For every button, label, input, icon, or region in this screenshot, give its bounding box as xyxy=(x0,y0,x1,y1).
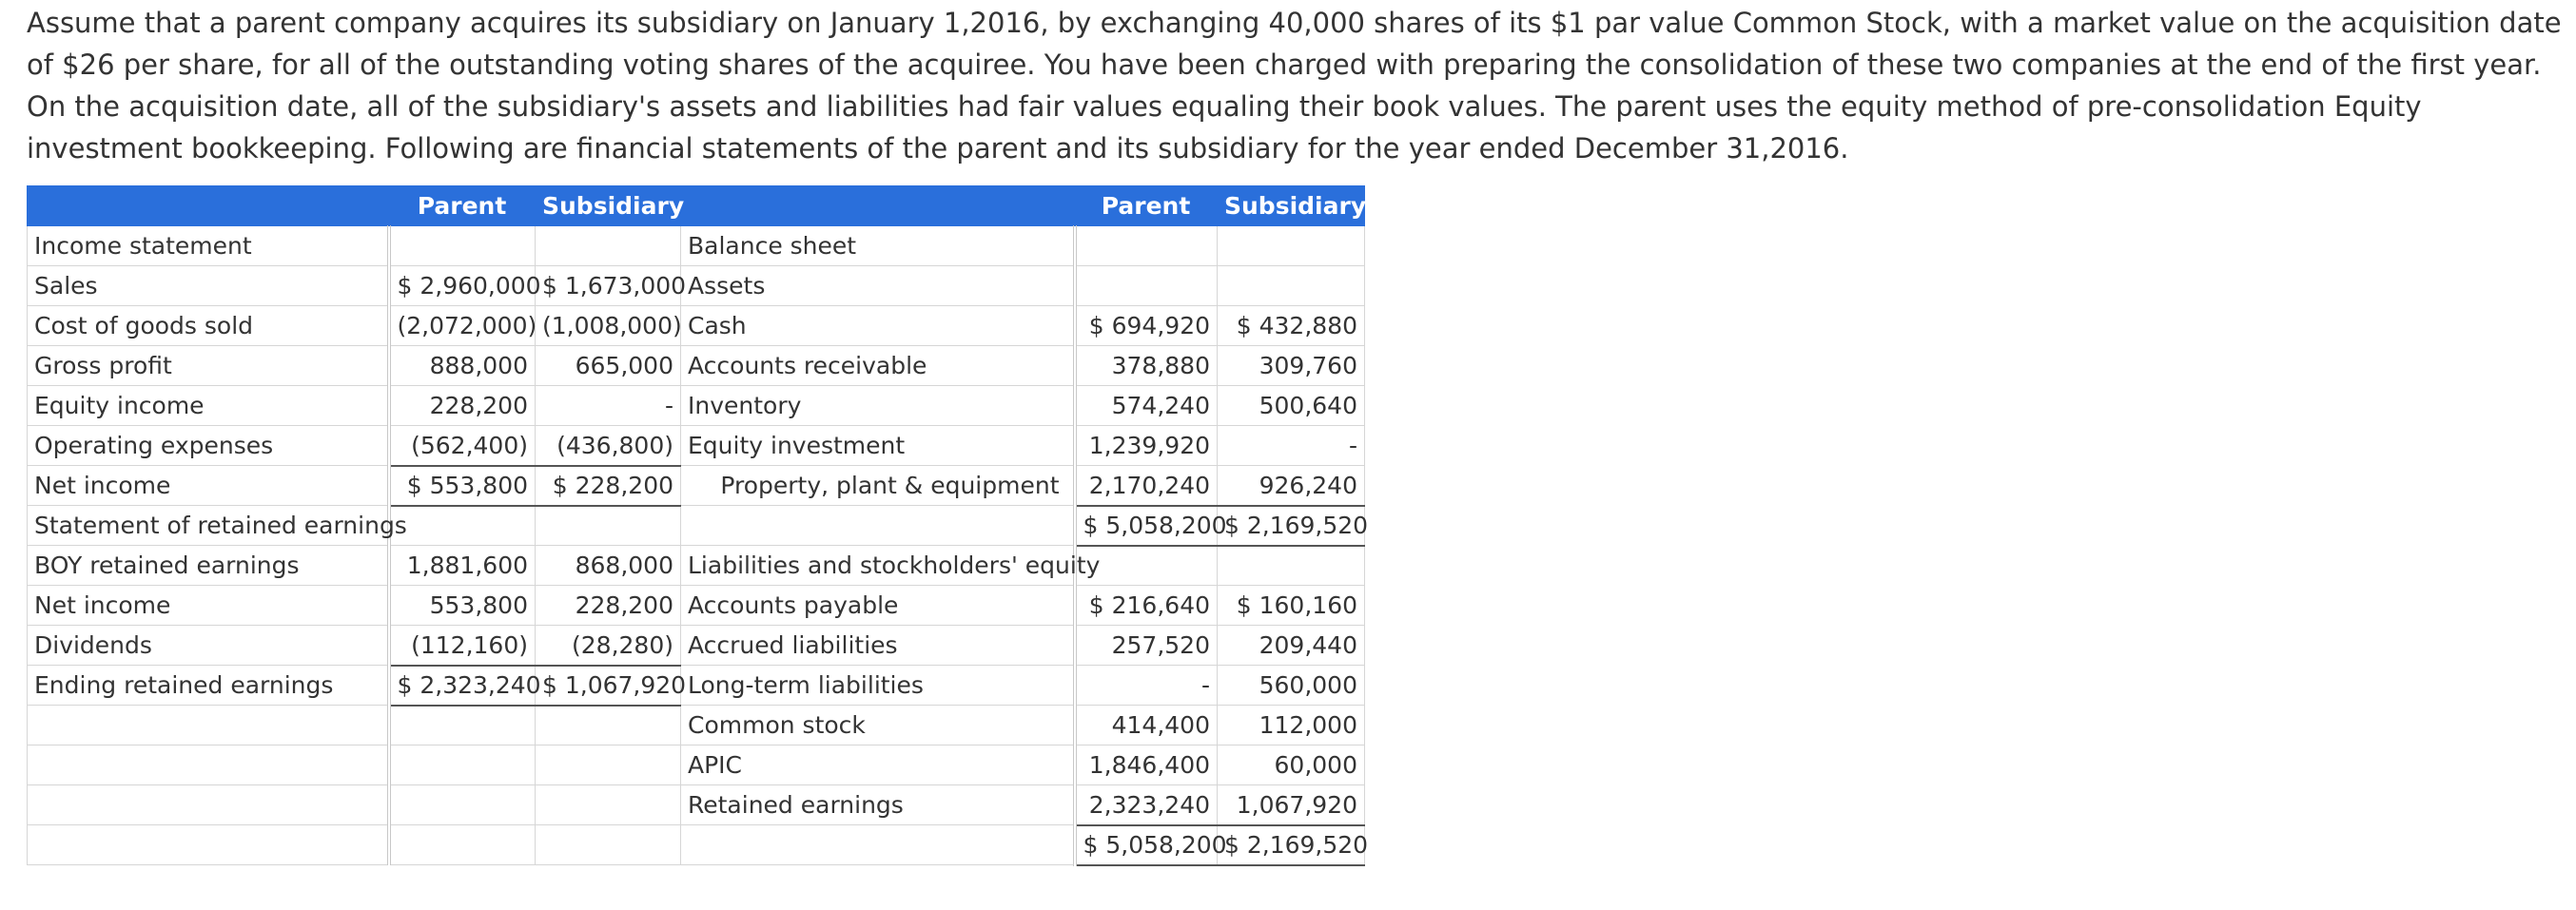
subsidiary-balance-value: $ 2,169,520 xyxy=(1218,825,1365,865)
right-label-cell: Cash xyxy=(681,306,1075,346)
left-label-cell: Gross profit xyxy=(28,346,389,386)
parent-balance-value: 2,323,240 xyxy=(1075,785,1218,825)
right-label-cell: Accounts receivable xyxy=(681,346,1075,386)
subsidiary-income-value xyxy=(536,226,681,266)
subsidiary-income-value: (436,800) xyxy=(536,426,681,466)
table-row xyxy=(28,226,1365,266)
parent-income-value xyxy=(389,785,536,825)
parent-balance-value xyxy=(1075,226,1218,266)
header-subsidiary-balance: Subsidiary xyxy=(1218,186,1365,226)
left-label-cell: BOY retained earnings xyxy=(28,546,389,586)
subsidiary-income-value xyxy=(536,825,681,865)
parent-income-value: $ 553,800 xyxy=(389,466,536,506)
header-subsidiary-income: Subsidiary xyxy=(536,186,681,226)
subsidiary-income-value: 665,000 xyxy=(536,346,681,386)
parent-income-value xyxy=(389,226,536,266)
subsidiary-income-value: (1,008,000) xyxy=(536,306,681,346)
parent-balance-value: 574,240 xyxy=(1075,386,1218,426)
table-row xyxy=(28,346,1365,386)
subsidiary-income-value: (28,280) xyxy=(536,626,681,666)
right-label-cell: Equity investment xyxy=(681,426,1075,466)
left-label-cell: Equity income xyxy=(28,386,389,426)
subsidiary-balance-value: 500,640 xyxy=(1218,386,1365,426)
subsidiary-income-value: $ 1,673,000 xyxy=(536,266,681,306)
subsidiary-income-value xyxy=(536,745,681,785)
right-label-cell xyxy=(681,506,1075,546)
subsidiary-balance-value: 60,000 xyxy=(1218,745,1365,785)
subsidiary-balance-value: 560,000 xyxy=(1218,666,1365,706)
right-label-cell: Accounts payable xyxy=(681,586,1075,626)
left-label-cell: Net income xyxy=(28,466,389,506)
left-label-cell: Dividends xyxy=(28,626,389,666)
header-parent-balance: Parent xyxy=(1075,186,1218,226)
parent-balance-value: 257,520 xyxy=(1075,626,1218,666)
parent-balance-value xyxy=(1075,266,1218,306)
parent-balance-value: 1,846,400 xyxy=(1075,745,1218,785)
table-row xyxy=(28,466,1365,506)
problem-paragraph-2: On the acquisition date, all of the subsidiary's assets and liabilities had fair values equaling their book values. The parent uses the equity method of pre-consolidation Equity investment bookkeeping. Following are financial statements of the parent and its subsidiary for the year ended December 31,2016. xyxy=(27,90,2422,165)
parent-income-value: 1,881,600 xyxy=(389,546,536,586)
left-label-cell xyxy=(28,745,389,785)
table-row xyxy=(28,426,1365,466)
subsidiary-income-value: 868,000 xyxy=(536,546,681,586)
table-row xyxy=(28,586,1365,626)
left-label-cell: Net income xyxy=(28,586,389,626)
parent-balance-value: $ 694,920 xyxy=(1075,306,1218,346)
parent-balance-value: - xyxy=(1075,666,1218,706)
right-label-cell: Common stock xyxy=(681,706,1075,745)
subsidiary-balance-value: 112,000 xyxy=(1218,706,1365,745)
table-row xyxy=(28,386,1365,426)
parent-balance-value: $ 5,058,200 xyxy=(1075,506,1218,546)
left-label-cell: Ending retained earnings xyxy=(28,666,389,706)
right-label-cell: Liabilities and stockholders' equity xyxy=(681,546,1075,586)
parent-income-value: 553,800 xyxy=(389,586,536,626)
subsidiary-income-value: $ 1,067,920 xyxy=(536,666,681,706)
parent-income-value: (2,072,000) xyxy=(389,306,536,346)
subsidiary-balance-value: $ 2,169,520 xyxy=(1218,506,1365,546)
table-row xyxy=(28,506,1365,546)
problem-paragraph-1: Assume that a parent company acquires its subsidiary on January 1,2016, by exchanging 40,000 shares of its $1 par value Common Stock, with a market value on the acquisition date of $26 per share, for all of the outstanding voting shares of the acquiree. You have been charged with preparing the consolidation of these two companies at the end of the first year. xyxy=(27,7,2562,81)
parent-balance-value: 378,880 xyxy=(1075,346,1218,386)
right-label-cell: Inventory xyxy=(681,386,1075,426)
left-label-cell: Sales xyxy=(28,266,389,306)
subsidiary-balance-value: 209,440 xyxy=(1218,626,1365,666)
parent-income-value: $ 2,323,240 xyxy=(389,666,536,706)
financial-statements-table xyxy=(27,185,1369,866)
parent-balance-value: $ 216,640 xyxy=(1075,586,1218,626)
parent-income-value: $ 2,960,000 xyxy=(389,266,536,306)
right-label-cell: Assets xyxy=(681,266,1075,306)
parent-balance-value: 2,170,240 xyxy=(1075,466,1218,506)
parent-income-value: (562,400) xyxy=(389,426,536,466)
left-label-cell: Statement of retained earnings xyxy=(28,506,389,546)
table-row xyxy=(28,626,1365,666)
left-label-cell: Cost of goods sold xyxy=(28,306,389,346)
left-label-cell: Income statement xyxy=(28,226,389,266)
right-label-cell: Property, plant & equipment xyxy=(681,466,1075,506)
subsidiary-balance-value xyxy=(1218,266,1365,306)
header-blank-left xyxy=(28,186,389,226)
subsidiary-income-value: $ 228,200 xyxy=(536,466,681,506)
parent-income-value: (112,160) xyxy=(389,626,536,666)
subsidiary-balance-value xyxy=(1218,546,1365,586)
table-row xyxy=(28,666,1365,706)
table-row xyxy=(28,825,1365,865)
table-row xyxy=(28,706,1365,745)
parent-income-value xyxy=(389,825,536,865)
right-label-cell: Long-term liabilities xyxy=(681,666,1075,706)
subsidiary-balance-value: $ 432,880 xyxy=(1218,306,1365,346)
left-label-cell: Operating expenses xyxy=(28,426,389,466)
right-label-cell: APIC xyxy=(681,745,1075,785)
header-blank-right xyxy=(681,186,1075,226)
parent-income-value xyxy=(389,506,536,546)
header-parent-income: Parent xyxy=(389,186,536,226)
table-header-row xyxy=(28,186,1365,226)
right-label-cell xyxy=(681,825,1075,865)
subsidiary-income-value xyxy=(536,706,681,745)
parent-balance-value: 1,239,920 xyxy=(1075,426,1218,466)
right-label-cell: Accrued liabilities xyxy=(681,626,1075,666)
subsidiary-balance-value: 1,067,920 xyxy=(1218,785,1365,825)
table-row xyxy=(28,745,1365,785)
subsidiary-income-value: 228,200 xyxy=(536,586,681,626)
parent-income-value: 888,000 xyxy=(389,346,536,386)
right-label-cell: Retained earnings xyxy=(681,785,1075,825)
subsidiary-income-value xyxy=(536,785,681,825)
table-row xyxy=(28,306,1365,346)
parent-balance-value: 414,400 xyxy=(1075,706,1218,745)
left-label-cell xyxy=(28,706,389,745)
table-row xyxy=(28,546,1365,586)
parent-income-value xyxy=(389,706,536,745)
table-row xyxy=(28,785,1365,825)
subsidiary-balance-value: 926,240 xyxy=(1218,466,1365,506)
subsidiary-balance-value: 309,760 xyxy=(1218,346,1365,386)
left-label-cell xyxy=(28,785,389,825)
table-row xyxy=(28,266,1365,306)
parent-balance-value: $ 5,058,200 xyxy=(1075,825,1218,865)
subsidiary-balance-value: $ 160,160 xyxy=(1218,586,1365,626)
subsidiary-income-value: - xyxy=(536,386,681,426)
subsidiary-balance-value: - xyxy=(1218,426,1365,466)
parent-income-value xyxy=(389,745,536,785)
subsidiary-balance-value xyxy=(1218,226,1365,266)
subsidiary-income-value xyxy=(536,506,681,546)
left-label-cell xyxy=(28,825,389,865)
right-label-cell: Balance sheet xyxy=(681,226,1075,266)
parent-income-value: 228,200 xyxy=(389,386,536,426)
